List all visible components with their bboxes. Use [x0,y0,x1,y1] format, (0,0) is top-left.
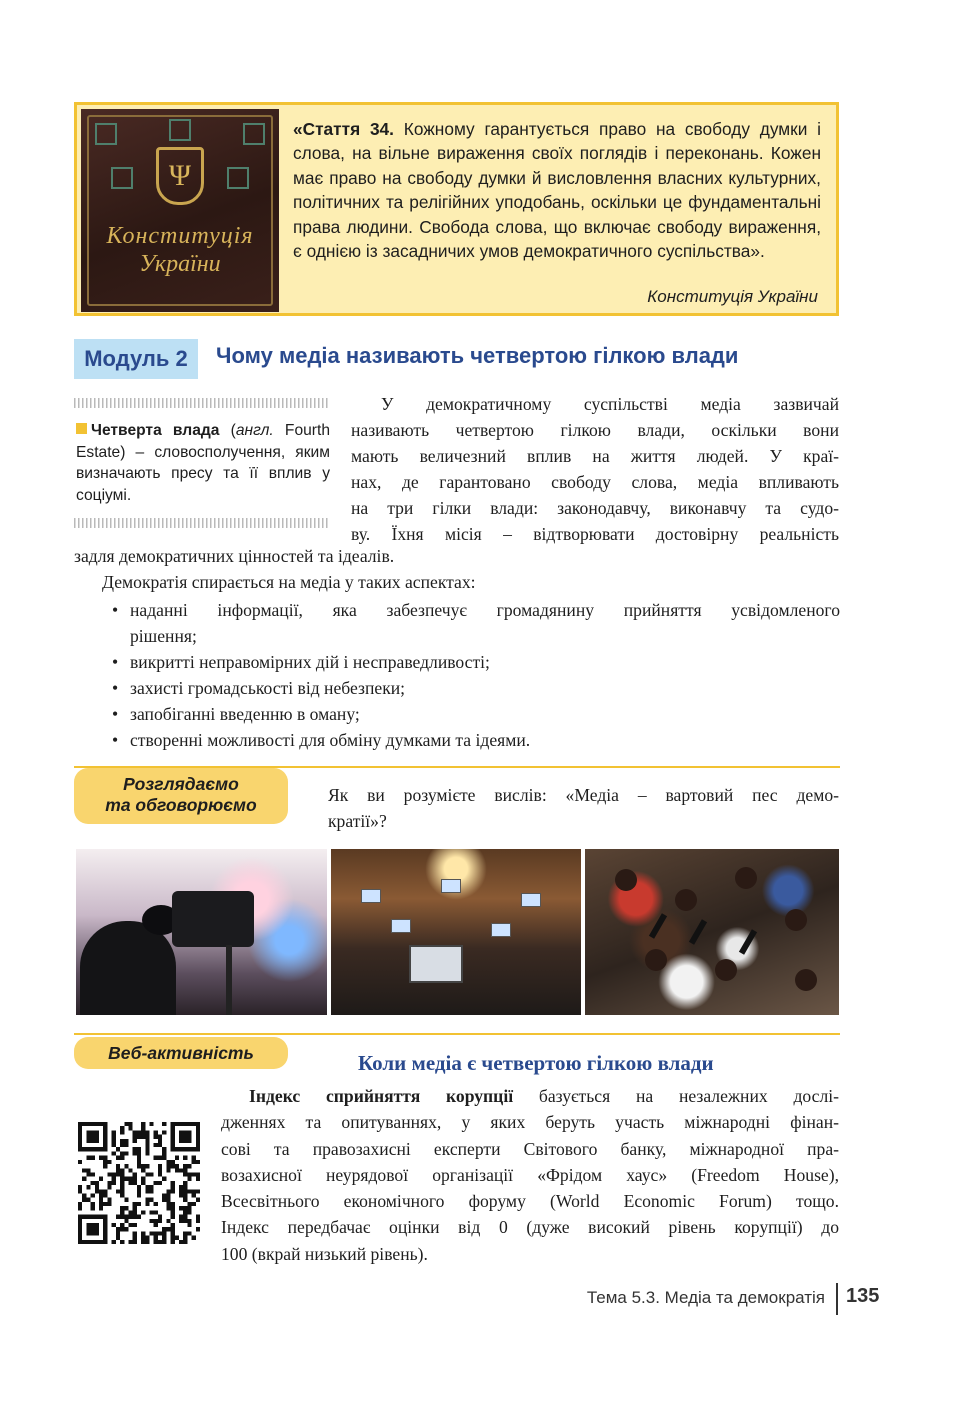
quote-text [293,117,821,263]
list-item: • наданні інформації, яка забезпечує громадянину прийняття усвідомленого рішення; [74,597,840,649]
book-title-line2: України [139,251,221,277]
list-item: • викритті неправомірних дій і несправедливості; [74,649,840,675]
module-title: Чому медіа називають четвертою гілкою влади [216,343,739,368]
divider [74,518,330,528]
constitution-quote-box [74,102,839,316]
discussion-tag: Розглядаємо та обговорюємо [74,768,288,824]
text-line: на три гілки влади: законодавчу, виконавчу та судо- [351,498,839,518]
divider [74,398,330,408]
trident-emblem-icon: Ψ [156,147,204,205]
text-line: мають величезний вплив на життя людей. У краї- [351,446,839,466]
web-activity-tag: Веб-активність [74,1037,288,1069]
text-line: сові та правозахисні експерти Світового банку, міжнародної пра- [221,1138,839,1159]
definition-lang: англ. [235,422,274,439]
intro-paragraph [351,391,839,547]
quote-body: Кожному гарантується право на свободу думки і слова, на вільне вираження своїх поглядів і переконань. Кожен має право на свободу думки й висловлення власних культурних, політичних та релігійних уподобань, оскільки це фундаментальні права людини. Свобода слова, що включає свободу вираження, є однією із засадничих умов демократичного суспільства». [293,119,821,262]
book-title-line1: Конституція [106,223,254,249]
definition-text: Fourth Estate) – словосполучення, яким визначають пресу та її вплив у соціумі. [76,422,330,504]
text-line: називають четвертою гілкою влади, оскільки вони [351,420,839,440]
list-item: • створенні можливості для обміну думками та ідеями. [74,727,840,753]
ornament-icon [243,123,265,145]
page-number: 135 [846,1285,880,1307]
definition-note: Четверта влада (англ. Fourth Estate) – словосполучення, яким визначають пресу та її вплив у соціумі. [76,422,330,504]
square-bullet-icon [76,423,87,434]
text-line: ву. Їхня місія – відтворювати достовірну реальність [351,524,839,544]
text-line: Всесвітнього економічного форуму (World Economic Forum) тощо. [221,1191,839,1212]
text-line: 100 (вкрай низький рівень). [221,1243,428,1264]
qr-code-icon[interactable] [78,1122,200,1244]
definition-term: Четверта влада [91,422,220,439]
democracy-list [74,597,840,753]
reporters-crowd-photo [585,849,839,1015]
index-term: Індекс сприйняття корупції [249,1086,514,1106]
intro-tail: задля демократичних цінностей та ідеалів. [74,546,395,566]
list-item: • запобіганні введенню в оману; [74,701,840,727]
text-line: нах, де гарантовано свободу слова, медіа впливають [351,472,839,492]
ornament-icon [169,119,191,141]
web-activity-text: Індекс сприйняття корупції базується на незалежних дослі- дженнях та опитуваннях, у яких беруть участь міжнародні фінан- сові та правозахисні експерти Світового банку, міжнародної пра- возахисної неурядової організації «Фрідом хаус» (Freedom House), Всесвітнього економічного форуму (World Economic Forum) тощо. Індекс передбачає оцінки від 0 (дуже високий рівень корупції) до 100 (вкрай низький рівень). [221,1083,839,1267]
text-line: возахисної неурядової організації «Фрідом хаус» (Freedom House), [221,1164,839,1185]
constitution-book-image [81,109,279,312]
footer-divider [836,1283,838,1315]
camera-operator-photo [76,849,327,1015]
ornament-icon [227,167,249,189]
ornament-icon [95,123,117,145]
ornament-icon [111,167,133,189]
text-line: Індекс передбачає оцінки від 0 (дуже високий рівень корупції) до [221,1217,839,1238]
list-item: • захисті громадськості від небезпеки; [74,675,840,701]
quote-lead: «Стаття 34. [293,119,394,139]
module-label: Модуль 2 [74,339,198,379]
press-center-photo [331,849,581,1015]
text-line: дженнях та опитуваннях, у яких беруть участь міжнародні фінан- [221,1112,839,1133]
web-activity-title: Коли медіа є четвертою гілкою влади [358,1051,714,1075]
democracy-lead: Демократія спирається на медіа у таких аспектах: [102,572,476,592]
discussion-question: Як ви розумієте вислів: «Медіа – вартовий пес демо- кратії»? [328,785,839,831]
text-line: У демократичному суспільстві медіа зазвичай [381,394,839,414]
divider [74,1033,840,1035]
footer-topic: Тема 5.3. Медіа та демократія [586,1288,825,1307]
quote-source: Конституція України [647,287,818,306]
